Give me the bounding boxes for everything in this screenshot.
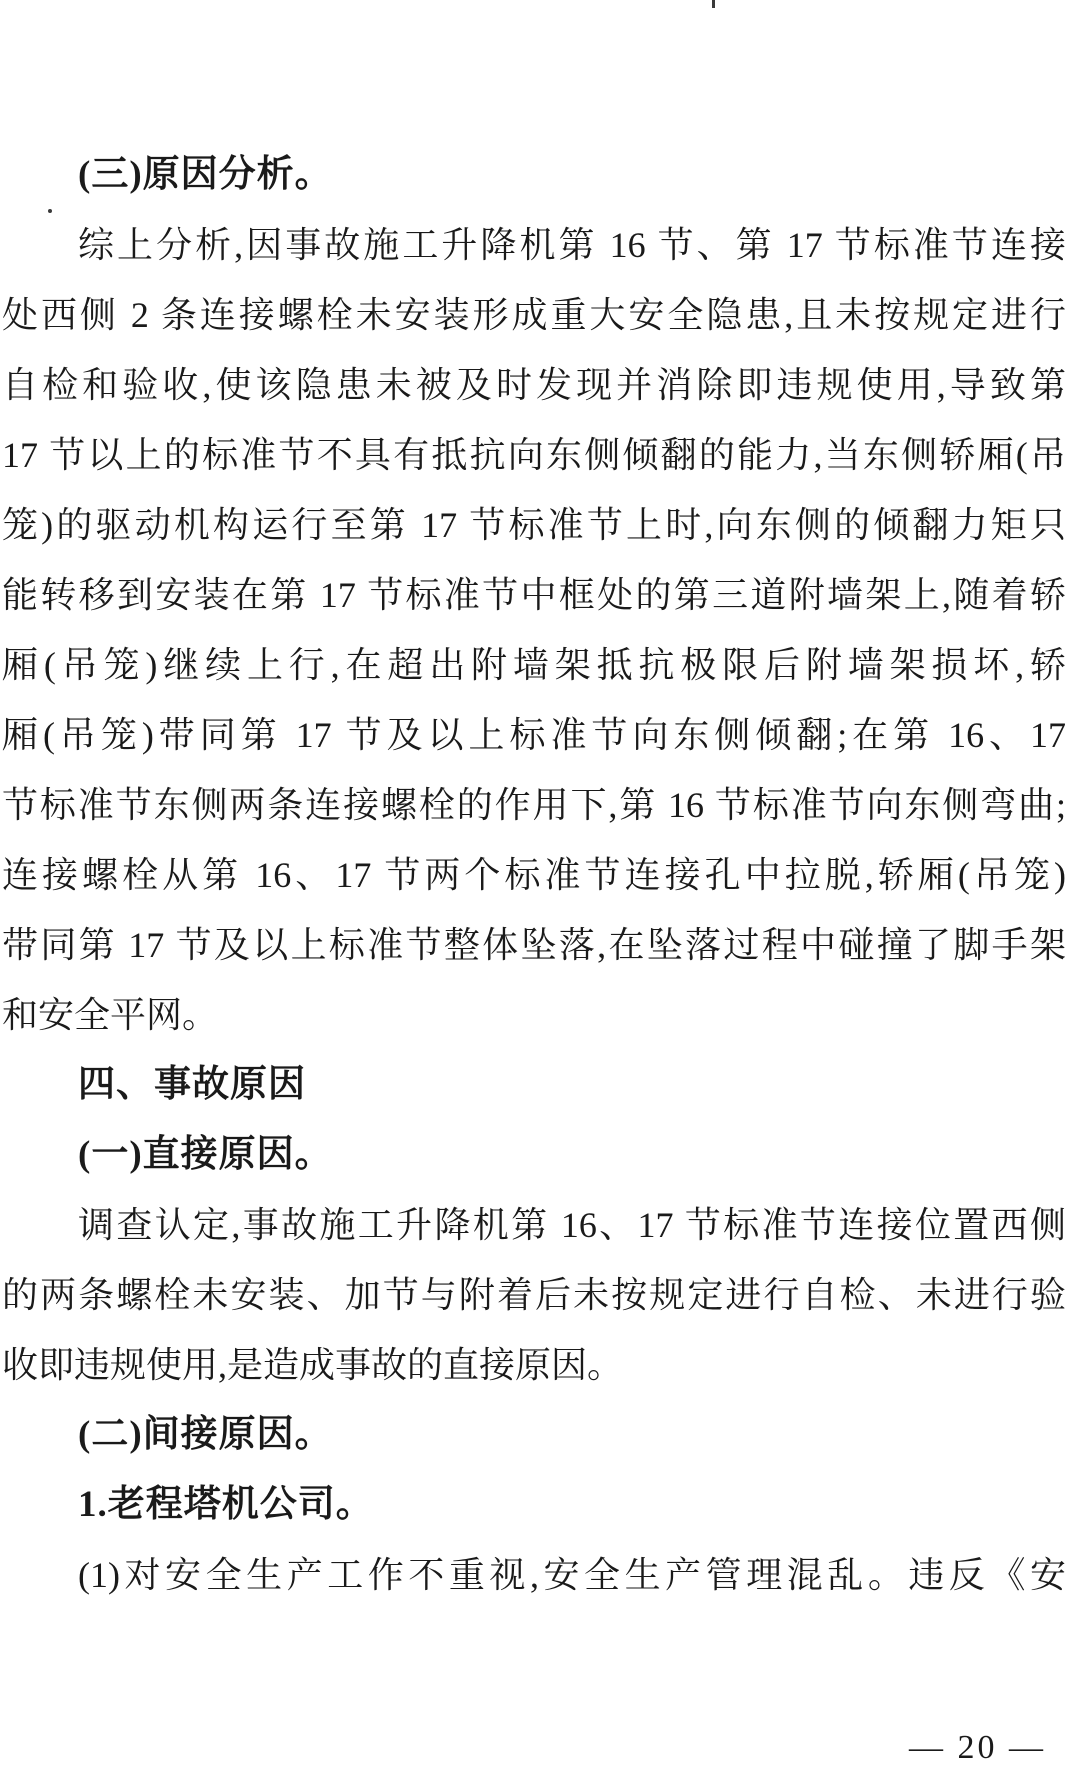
heading-line: (一)直接原因。	[78, 1134, 333, 1175]
body-text-line: 和安全平网。	[2, 995, 219, 1035]
body-text-line: 的两条螺栓未安装、加节与附着后未按规定进行自检、未进行验	[2, 1275, 1066, 1315]
body-text-line: 17 节以上的标准节不具有抵抗向东侧倾翻的能力,当东侧轿厢(吊	[2, 435, 1066, 475]
body-text-line: 收即违规使用,是造成事故的直接原因。	[2, 1345, 624, 1385]
scan-artifact-top-tick	[712, 0, 715, 8]
document-body	[2, 140, 1066, 1610]
body-text-line: 厢(吊笼)带同第 17 节及以上标准节向东侧倾翻;在第 16、17	[2, 715, 1066, 755]
body-text-line: 自检和验收,使该隐患未被及时发现并消除即违规使用,导致第	[2, 365, 1066, 405]
body-text-line: 带同第 17 节及以上标准节整体坠落,在坠落过程中碰撞了脚手架	[2, 925, 1066, 965]
heading-line: (三)原因分析。	[78, 154, 333, 195]
page-number: — 20 —	[909, 1729, 1046, 1766]
body-text-line: 综上分析,因事故施工升降机第 16 节、第 17 节标准节连接	[78, 225, 1066, 265]
body-text-line: 厢(吊笼)继续上行,在超出附墙架抵抗极限后附墙架损坏,轿	[2, 645, 1066, 685]
heading-line: 1.老程塔机公司。	[78, 1484, 374, 1525]
body-text-line: (1)对安全生产工作不重视,安全生产管理混乱。违反《安	[78, 1555, 1066, 1595]
body-text-line: 节标准节东侧两条连接螺栓的作用下,第 16 节标准节向东侧弯曲;	[2, 785, 1066, 825]
body-text-line: 连接螺栓从第 16、17 节两个标准节连接孔中拉脱,轿厢(吊笼)	[2, 855, 1066, 895]
body-text-line: 调查认定,事故施工升降机第 16、17 节标准节连接位置西侧	[78, 1205, 1066, 1245]
body-text-line: 处西侧 2 条连接螺栓未安装形成重大安全隐患,且未按规定进行	[2, 295, 1066, 335]
body-text-line: 能转移到安装在第 17 节标准节中框处的第三道附墙架上,随着轿	[2, 575, 1066, 615]
body-text-line: 笼)的驱动机构运行至第 17 节标准节上时,向东侧的倾翻力矩只	[2, 505, 1066, 545]
heading-line: 四、事故原因	[78, 1064, 306, 1105]
heading-line: (二)间接原因。	[78, 1414, 333, 1455]
